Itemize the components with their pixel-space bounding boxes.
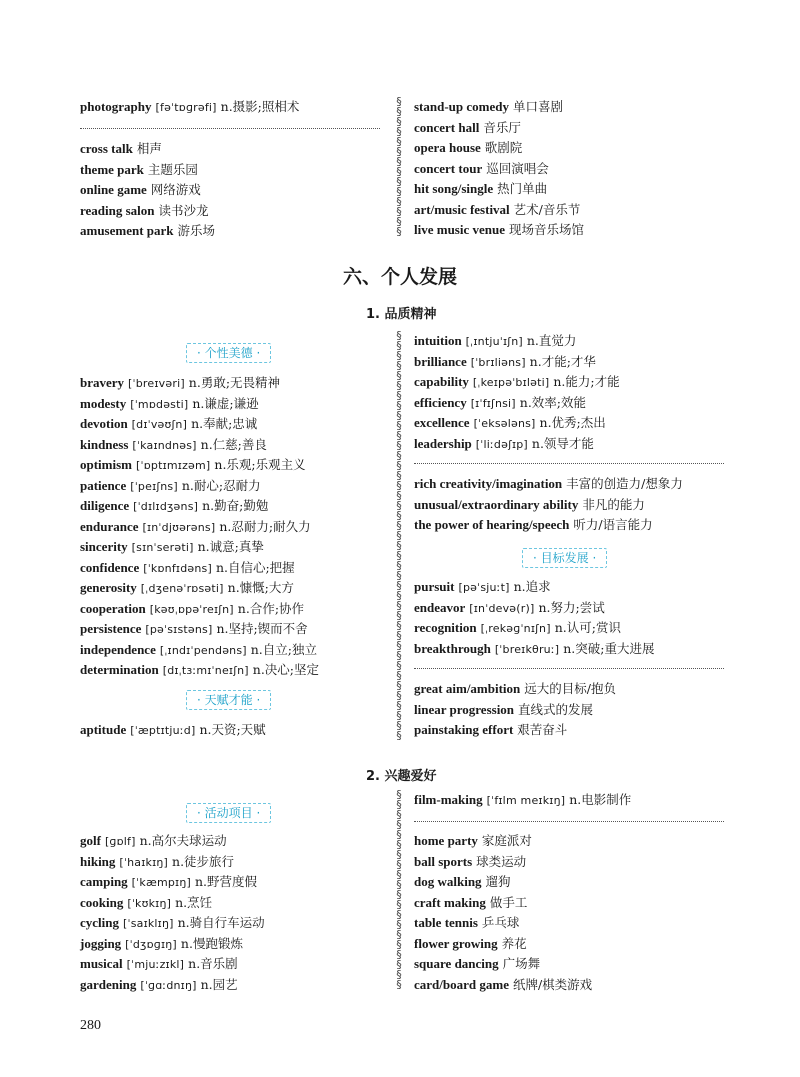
entry-definition: n.合作;协作 <box>237 600 305 616</box>
entry-definition: 遛狗 <box>485 874 511 889</box>
entry-word: great aim/ambition <box>414 681 521 696</box>
entry-definition: n.勤奋;勤勉 <box>202 498 269 513</box>
vocab-entry <box>414 975 724 996</box>
entry-pronunciation: [ˈfɪlm meɪkɪŋ] <box>486 794 566 807</box>
entry-word: opera house <box>414 140 481 155</box>
vocab-entry <box>414 893 724 914</box>
entry-word: cooking <box>80 894 124 910</box>
vocab-entry <box>80 558 380 579</box>
vocab-entry <box>80 476 380 497</box>
vocab-entry <box>80 640 380 661</box>
vocab-entry <box>414 352 724 373</box>
entry-definition: n.效率;效能 <box>519 394 587 410</box>
divider-dots <box>414 821 724 822</box>
entry-definition: n.摄影;照相术 <box>220 99 300 114</box>
entry-pronunciation: [dɪˈvəʊʃn] <box>131 418 188 431</box>
entry-definition: n.园艺 <box>200 976 238 992</box>
entry-definition: 纸牌/棋类游戏 <box>512 976 593 992</box>
entry-definition: n.决心;坚定 <box>252 662 320 677</box>
vocab-entry <box>414 434 724 455</box>
entry-pronunciation: [pəˈsɪstəns] <box>145 623 213 636</box>
entry-word: confidence <box>80 559 140 575</box>
entry-word: endeavor <box>414 599 466 615</box>
vocab-entry <box>414 618 724 639</box>
entry-pronunciation: [ˈɒptɪmɪzəm] <box>135 459 211 472</box>
entry-definition: n.耐心;忍耐力 <box>181 477 261 493</box>
entry-definition: n.烹饪 <box>175 894 213 910</box>
vocab-entry <box>414 118 724 139</box>
entry-pronunciation: [ˈkæmpɪŋ] <box>131 876 191 889</box>
entry-definition: n.诚意;真挚 <box>197 539 264 554</box>
entry-definition: n.追求 <box>513 579 551 594</box>
entry-pronunciation: [ˈliːdəʃɪp] <box>475 437 528 451</box>
entry-pronunciation: [ˈpeɪʃns] <box>130 479 178 493</box>
vocab-entry <box>80 831 380 852</box>
vocab-entry <box>80 414 380 435</box>
entry-definition: n.仁慈;善良 <box>200 436 267 452</box>
vocab-entry <box>414 495 724 516</box>
entry-word: independence <box>80 641 156 657</box>
entry-pronunciation: [ˈkɒnfɪdəns] <box>143 561 212 575</box>
vocab-entry <box>80 221 380 242</box>
ability-phrases <box>414 474 724 536</box>
entry-definition: 非凡的能力 <box>582 496 645 512</box>
entry-pronunciation: [pəˈsjuːt] <box>458 581 510 594</box>
entry-word: persistence <box>80 621 142 636</box>
vocab-entry <box>414 393 724 414</box>
entry-word: photography <box>80 99 152 114</box>
entry-pronunciation: [ˈbreɪkθruː] <box>494 642 560 656</box>
entry-pronunciation: [sɪnˈserəti] <box>131 541 194 554</box>
vocab-entry <box>80 139 380 160</box>
entry-word: pursuit <box>414 579 455 594</box>
entry-word: the power of hearing/speech <box>414 517 570 532</box>
tag-activity: · 活动项目 · <box>186 803 271 823</box>
vocab-entry <box>414 179 724 200</box>
entry-definition: 歌剧院 <box>484 140 523 155</box>
vocab-entry <box>80 599 380 620</box>
entry-word: kindness <box>80 436 129 452</box>
entry-definition: n.突破;重大进展 <box>563 640 655 656</box>
activity-list <box>80 831 380 995</box>
entry-word: concert hall <box>414 119 480 135</box>
top-left-list <box>80 139 380 242</box>
entry-definition: 远大的目标/抱负 <box>524 681 616 696</box>
vocab-entry <box>80 852 380 873</box>
vocab-entry <box>80 180 380 201</box>
entry-pronunciation: [ɪnˈdevə(r)] <box>469 601 535 615</box>
entry-word: devotion <box>80 416 128 431</box>
entry-word: painstaking effort <box>414 722 514 737</box>
entry-word: theme park <box>80 161 144 177</box>
entry-definition: n.自立;独立 <box>250 641 317 657</box>
entry-definition: 网络游戏 <box>150 182 201 197</box>
entry-word: golf <box>80 833 101 848</box>
subsection-title-qualities: 1. 品质精神 <box>366 307 437 322</box>
personality-list <box>80 373 380 681</box>
vocab-entry <box>80 934 380 955</box>
entry-pronunciation: [ˌkeɪpəˈbɪləti] <box>472 376 550 389</box>
vocab-entry <box>414 577 724 598</box>
entry-definition: 相声 <box>136 141 162 156</box>
tag-personality: · 个性美德 · <box>186 343 271 363</box>
entry-word: patience <box>80 477 127 493</box>
entry-definition: n.认可;赏识 <box>554 620 621 635</box>
entry-word: efficiency <box>414 394 467 410</box>
vocab-entry <box>80 373 380 394</box>
entry-word: craft making <box>414 894 486 910</box>
vocab-entry <box>80 97 380 118</box>
entry-definition: n.徒步旅行 <box>172 853 235 869</box>
entry-pronunciation: [ˈdʒɒɡɪŋ] <box>125 937 177 951</box>
entry-word: live music venue <box>414 222 505 237</box>
vocab-entry <box>414 954 724 975</box>
entry-word: concert tour <box>414 160 483 176</box>
top-left-head <box>80 97 380 118</box>
vocab-entry <box>80 455 380 476</box>
entry-word: bravery <box>80 375 125 390</box>
entry-word: table tennis <box>414 915 478 930</box>
entry-word: cycling <box>80 915 119 930</box>
entry-definition: n.坚持;锲而不舍 <box>216 621 308 636</box>
entry-definition: 养花 <box>501 935 527 951</box>
entry-definition: 丰富的创造力/想象力 <box>566 476 683 491</box>
entry-word: breakthrough <box>414 640 491 656</box>
entry-word: film-making <box>414 792 483 807</box>
divider-dots <box>414 668 724 669</box>
entry-word: diligence <box>80 498 130 513</box>
entry-definition: n.音乐剧 <box>188 956 238 971</box>
entry-word: leadership <box>414 435 472 451</box>
vocab-entry <box>414 720 724 741</box>
page-number: 280 <box>80 1018 101 1033</box>
entry-word: intuition <box>414 333 462 348</box>
entry-definition: n.野营度假 <box>194 874 258 889</box>
entry-word: excellence <box>414 415 470 430</box>
entry-pronunciation: [ˈbreɪvəri] <box>128 377 185 390</box>
entry-definition: 球类运动 <box>476 853 527 869</box>
vocab-entry <box>414 790 724 811</box>
entry-definition: 游乐场 <box>177 223 216 238</box>
vertical-divider: § § § § § § § § § § § § § § § § § § § § § § § § § § § § § § § § § § § § § § § § § <box>396 331 402 741</box>
entry-word: amusement park <box>80 223 174 238</box>
entry-definition: n.勇敢;无畏精神 <box>188 375 281 390</box>
entry-definition: 现场音乐场馆 <box>508 222 584 237</box>
entry-word: hiking <box>80 853 116 869</box>
entry-definition: 艰苦奋斗 <box>517 722 568 737</box>
entry-word: square dancing <box>414 956 499 971</box>
entry-definition: n.慢跑锻炼 <box>180 935 243 951</box>
entry-pronunciation: [ˈɡɑːdnɪŋ] <box>140 978 197 992</box>
entry-definition: n.能力;才能 <box>553 374 620 389</box>
vocab-entry <box>414 598 724 619</box>
entry-word: ball sports <box>414 853 473 869</box>
vocab-entry <box>414 200 724 221</box>
entry-definition: 艺术/音乐节 <box>513 201 581 217</box>
vocab-entry <box>414 934 724 955</box>
entry-word: online game <box>80 182 147 197</box>
entry-word: camping <box>80 874 128 889</box>
entry-definition: 音乐厅 <box>483 119 521 135</box>
subsection-title-hobbies: 2. 兴趣爱好 <box>366 769 437 784</box>
entry-pronunciation: [ˌrekəɡˈnɪʃn] <box>480 622 551 635</box>
entry-word: rich creativity/imagination <box>414 476 563 491</box>
vocab-entry <box>414 331 724 352</box>
entry-word: linear progression <box>414 701 515 717</box>
ability-list <box>414 331 724 454</box>
entry-word: home party <box>414 833 478 848</box>
entry-word: art/music festival <box>414 201 510 217</box>
entry-word: flower growing <box>414 935 498 951</box>
entry-definition: n.优秀;杰出 <box>539 415 606 430</box>
entry-definition: n.领导才能 <box>531 435 594 451</box>
entry-definition: n.努力;尝试 <box>538 599 605 615</box>
vocab-entry <box>414 679 724 700</box>
entry-definition: n.直觉力 <box>526 333 577 348</box>
entry-pronunciation: [ˈhaɪkɪŋ] <box>119 855 169 869</box>
vocab-entry <box>414 138 724 159</box>
vocab-entry <box>414 413 724 434</box>
entry-pronunciation: [ˌdʒenəˈrɒsəti] <box>140 582 224 595</box>
vocab-entry <box>414 852 724 873</box>
entry-definition: 乒乓球 <box>481 915 520 930</box>
entry-word: sincerity <box>80 539 128 554</box>
vocab-entry <box>80 394 380 415</box>
entry-word: optimism <box>80 457 132 472</box>
entry-pronunciation: [fəˈtɒɡrəfi] <box>155 101 217 114</box>
entry-word: determination <box>80 662 159 677</box>
entry-word: aptitude <box>80 722 127 737</box>
vocab-entry <box>414 831 724 852</box>
vocab-entry <box>414 474 724 495</box>
entry-pronunciation: [ˌɪntjuˈɪʃn] <box>465 335 523 348</box>
entry-definition: n.忍耐力;耐久力 <box>219 518 311 534</box>
entry-word: generosity <box>80 580 137 595</box>
entry-definition: n.慷慨;大方 <box>227 580 294 595</box>
entry-pronunciation: [ˈsaɪklɪŋ] <box>122 917 174 930</box>
entry-pronunciation: [ˈmjuːzɪkl] <box>126 958 185 971</box>
entry-word: unusual/extraordinary ability <box>414 496 579 512</box>
entry-word: musical <box>80 956 123 971</box>
vocab-entry <box>80 496 380 517</box>
entry-definition: 巡回演唱会 <box>486 160 549 176</box>
entry-definition: n.才能;才华 <box>529 353 596 369</box>
tag-talent: · 天赋才能 · <box>186 690 271 710</box>
vocab-entry <box>80 160 380 181</box>
vocab-entry <box>414 872 724 893</box>
entry-pronunciation: [ˌɪndɪˈpendəns] <box>159 643 247 657</box>
entry-definition: 广场舞 <box>502 956 541 971</box>
entry-definition: n.电影制作 <box>569 792 632 807</box>
entry-definition: 热门单曲 <box>497 181 548 196</box>
entry-word: cross talk <box>80 141 133 156</box>
entry-pronunciation: [ˈbrɪliəns] <box>470 355 526 369</box>
entry-pronunciation: [ɪnˈdjʊərəns] <box>142 520 216 534</box>
entry-definition: n.奉献;忠诚 <box>191 416 258 431</box>
entry-pronunciation: [ɡɒlf] <box>104 835 136 848</box>
vocab-entry <box>80 893 380 914</box>
vocab-entry <box>80 578 380 599</box>
entry-definition: n.谦虚;谦逊 <box>192 395 259 411</box>
vocab-entry <box>414 159 724 180</box>
entry-definition: 直线式的发展 <box>518 701 594 717</box>
entry-definition: n.自信心;把握 <box>215 559 295 575</box>
vocab-entry <box>80 619 380 640</box>
top-right-list <box>414 97 724 241</box>
entry-pronunciation: [ɪˈfɪʃnsi] <box>470 396 516 410</box>
entry-pronunciation: [ˈeksələns] <box>473 417 536 430</box>
entry-definition: n.高尔夫球运动 <box>139 833 227 848</box>
entry-word: modesty <box>80 395 127 411</box>
vocab-entry <box>80 720 380 741</box>
entry-definition: n.骑自行车运动 <box>177 915 265 930</box>
entry-definition: 听力/语言能力 <box>573 517 653 532</box>
vocab-entry <box>80 660 380 681</box>
entry-word: reading salon <box>80 202 155 218</box>
entry-word: gardening <box>80 976 137 992</box>
vocab-entry <box>80 517 380 538</box>
entry-word: stand-up comedy <box>414 99 509 114</box>
entry-word: cooperation <box>80 600 146 616</box>
vertical-divider: § § § § § § § § § § § § § § § § § § § § <box>396 790 402 991</box>
goal-phrases <box>414 679 724 741</box>
entry-pronunciation: [ˈæptɪtjuːd] <box>130 724 196 737</box>
goal-list <box>414 577 724 659</box>
section-title: 六、个人发展 <box>342 266 457 288</box>
hobby-head <box>414 790 724 811</box>
vocab-entry <box>80 435 380 456</box>
entry-word: endurance <box>80 518 139 534</box>
entry-pronunciation: [kəʊˌɒpəˈreɪʃn] <box>149 602 234 616</box>
divider-dots <box>414 463 724 464</box>
vocab-entry <box>414 515 724 536</box>
entry-definition: 主题乐园 <box>147 161 198 177</box>
hobby-list <box>414 831 724 995</box>
vocab-entry <box>414 639 724 660</box>
vertical-divider: § § § § § § § § § § § § § § <box>396 97 402 238</box>
entry-pronunciation: [ˈkʊkɪŋ] <box>127 896 172 910</box>
vocab-entry <box>80 537 380 558</box>
entry-pronunciation: [ˈmɒdəsti] <box>130 397 189 411</box>
entry-word: hit song/single <box>414 181 494 196</box>
divider-dots <box>80 128 380 129</box>
entry-definition: n.乐观;乐观主义 <box>214 457 306 472</box>
vocab-entry <box>80 201 380 222</box>
vocab-entry <box>414 220 724 241</box>
entry-word: dog walking <box>414 874 482 889</box>
entry-definition: 单口喜剧 <box>512 99 563 114</box>
entry-word: jogging <box>80 935 122 951</box>
entry-definition: n.天资;天赋 <box>199 722 266 737</box>
vocab-entry <box>80 975 380 996</box>
tag-goal: · 目标发展 · <box>522 548 607 568</box>
entry-word: brilliance <box>414 353 467 369</box>
entry-word: capability <box>414 374 469 389</box>
vocab-entry <box>414 372 724 393</box>
entry-definition: 家庭派对 <box>481 833 532 848</box>
entry-pronunciation: [ˈkaɪndnəs] <box>132 438 197 452</box>
vocab-entry <box>80 913 380 934</box>
entry-definition: 读书沙龙 <box>158 202 209 218</box>
entry-pronunciation: [dɪˌtɜːmɪˈneɪʃn] <box>162 664 249 677</box>
talent-list <box>80 720 380 741</box>
entry-pronunciation: [ˈdɪlɪdʒəns] <box>133 500 199 513</box>
vocab-entry <box>80 954 380 975</box>
vocab-entry <box>414 913 724 934</box>
vocab-entry <box>414 700 724 721</box>
entry-definition: 做手工 <box>489 894 528 910</box>
entry-word: recognition <box>414 620 477 635</box>
vocab-entry <box>80 872 380 893</box>
vocab-entry <box>414 97 724 118</box>
entry-word: card/board game <box>414 976 509 992</box>
